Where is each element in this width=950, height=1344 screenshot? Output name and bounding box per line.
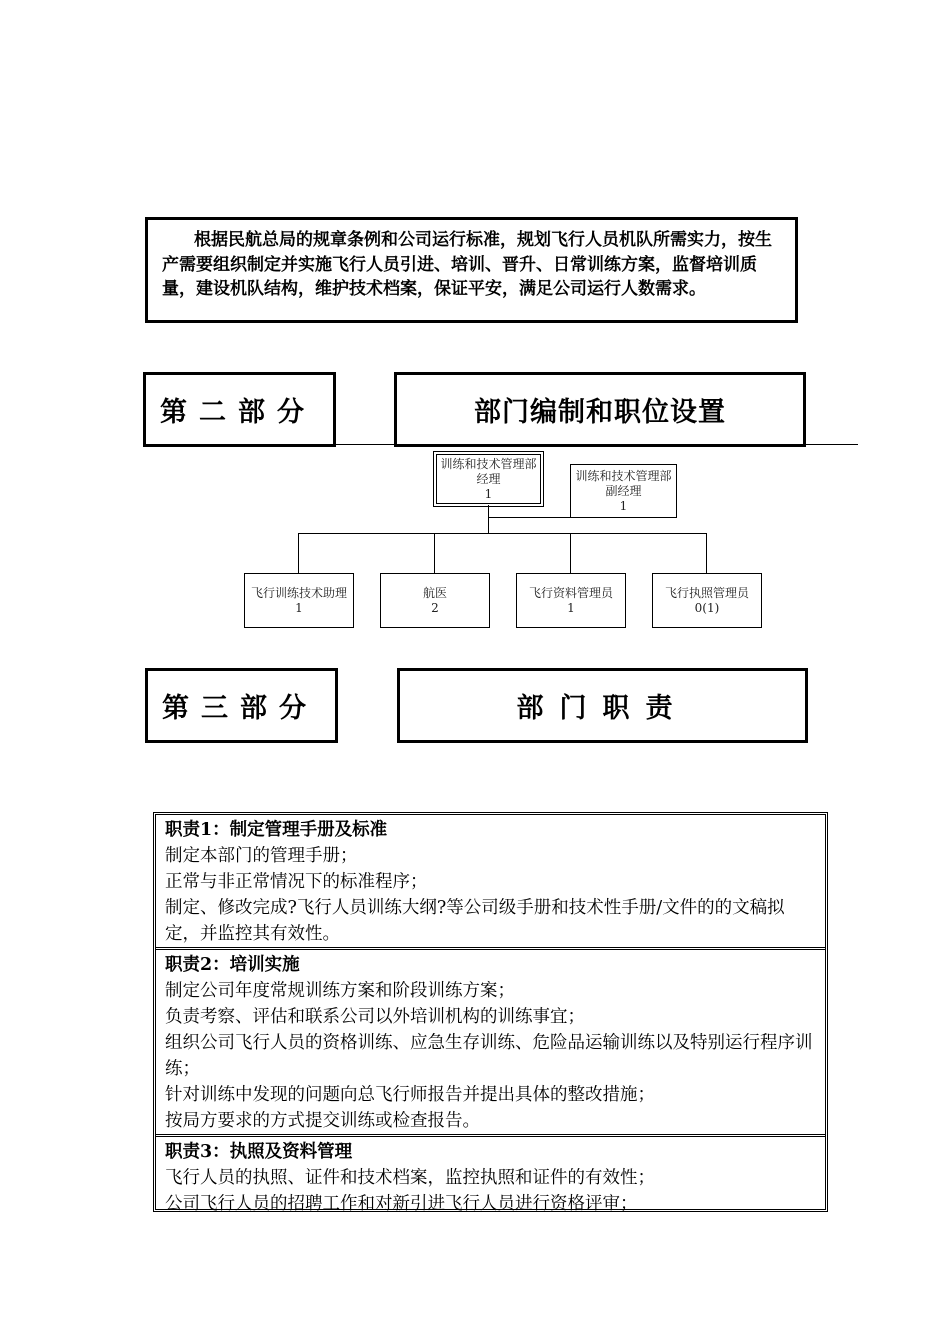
duty-line: 制定本部门的管理手册； bbox=[165, 846, 358, 866]
part2-label: 第二部分 bbox=[143, 372, 336, 447]
org-sub-count: 1 bbox=[295, 600, 303, 615]
part3-title: 部门职责 bbox=[397, 668, 808, 743]
org-line-drop-1 bbox=[298, 533, 299, 573]
part3-label: 第三部分 bbox=[145, 668, 338, 743]
duty-line: 公司飞行人员的招聘工作和对新引进飞行人员进行资格评审； bbox=[165, 1194, 638, 1214]
duty-heading: 职责2：培训实施 bbox=[165, 955, 300, 975]
org-line-manager-down bbox=[488, 505, 489, 533]
duty-line: 制定公司年度常规训练方案和阶段训练方案； bbox=[165, 981, 515, 1001]
duty-line: 针对训练中发现的问题向总飞行师报告并提出具体的整改措施； bbox=[165, 1085, 655, 1105]
duty-line: 负责考察、评估和联系公司以外培训机构的训练事宜； bbox=[165, 1007, 585, 1027]
org-manager-title: 训练和技术管理部经理 bbox=[440, 456, 537, 486]
org-box-license-admin bbox=[652, 573, 762, 628]
duty-line: 组织公司飞行人员的资格训练、应急生存训练、危险品运输训练以及特别运行程序训练； bbox=[165, 1033, 813, 1079]
duty-heading: 职责1：制定管理手册及标准 bbox=[165, 820, 388, 840]
duty-line: 按局方要求的方式提交训练或检查报告。 bbox=[165, 1111, 480, 1131]
part2-title: 部门编制和职位设置 bbox=[394, 372, 806, 447]
duty-line: 正常与非正常情况下的标准程序； bbox=[165, 872, 428, 892]
duty-section-1 bbox=[156, 815, 825, 947]
org-sub-title: 飞行资料管理员 bbox=[528, 585, 613, 600]
org-sub-title: 飞行训练技术助理 bbox=[250, 585, 347, 600]
duty-heading: 职责3：执照及资料管理 bbox=[165, 1142, 353, 1162]
org-line-drop-2 bbox=[434, 533, 435, 573]
org-sub-title: 飞行执照管理员 bbox=[664, 585, 749, 600]
org-sub-title: 航医 bbox=[422, 585, 447, 600]
org-manager-count: 1 bbox=[484, 486, 493, 501]
section-divider bbox=[336, 444, 858, 445]
duty-line: 飞行人员的执照、证件和技术档案，监控执照和证件的有效性； bbox=[165, 1168, 655, 1188]
org-sub-count: 0(1) bbox=[694, 600, 720, 615]
org-box-flight-surgeon bbox=[380, 573, 490, 628]
org-line-horizontal bbox=[298, 533, 706, 534]
mission-statement-text: 根据民航总局的规章条例和公司运行标准，规划飞行人员机队所需实力，按生产需要组织制定并实施飞行人员引进、培训、晋升、日常训练方案，监督培训质量，建设机队结构，维护技术档案，保证平安，满足公司运行人数需求。 bbox=[162, 230, 772, 299]
duty-line: 制定、修改完成?飞行人员训练大纲?等公司级手册和技术性手册/文件的的文稿拟定，并监控其有效性。 bbox=[165, 898, 785, 944]
duty-section-2 bbox=[156, 947, 825, 1134]
org-sub-count: 2 bbox=[431, 600, 439, 615]
mission-statement-box bbox=[145, 217, 798, 323]
duties-table bbox=[153, 812, 828, 1212]
org-line-drop-4 bbox=[706, 533, 707, 573]
org-deputy-title: 训练和技术管理部副经理 bbox=[575, 468, 672, 498]
org-box-flight-data-admin bbox=[516, 573, 626, 628]
org-sub-count: 1 bbox=[567, 600, 575, 615]
org-box-deputy bbox=[570, 464, 677, 518]
org-deputy-count: 1 bbox=[619, 498, 628, 513]
org-line-deputy-link bbox=[488, 517, 570, 518]
org-line-drop-3 bbox=[570, 533, 571, 573]
duty-section-3 bbox=[156, 1134, 825, 1217]
org-box-training-assistant bbox=[244, 573, 354, 628]
org-box-manager bbox=[436, 454, 541, 504]
